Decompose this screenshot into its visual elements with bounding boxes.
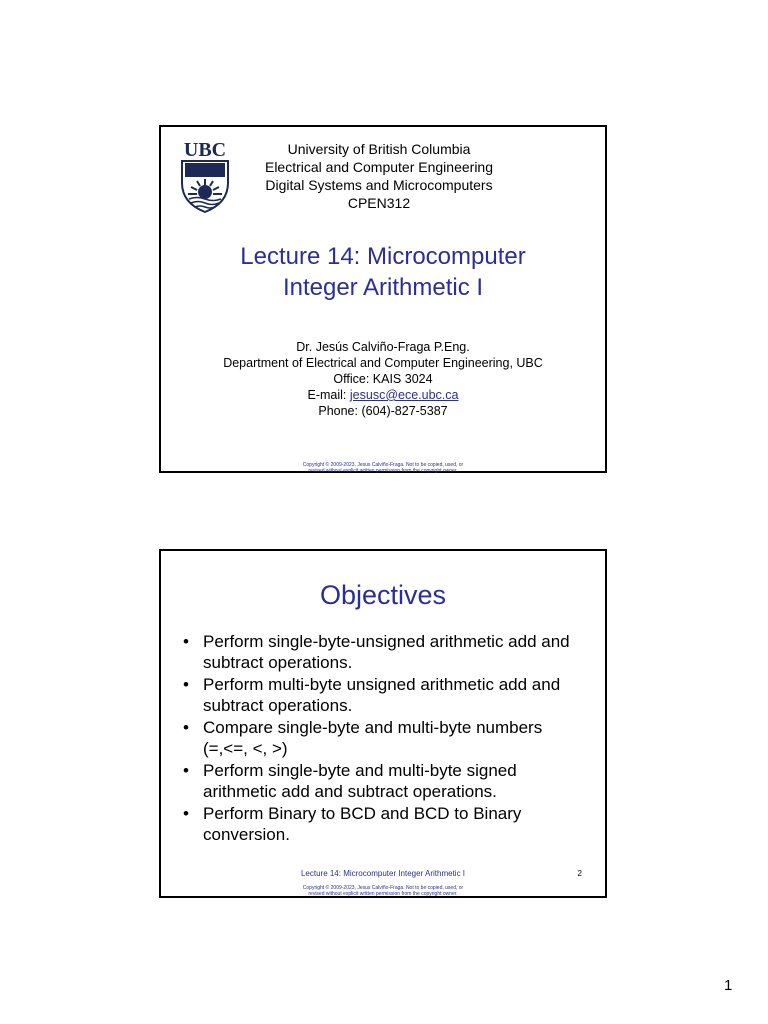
lecture-title-line1: Lecture 14: Microcomputer: [240, 243, 526, 270]
bullet-icon: •: [183, 718, 189, 737]
page-number: 1: [724, 977, 733, 994]
list-item-line1: Perform multi-byte unsigned arithmetic add and: [203, 675, 561, 694]
list-item: [183, 804, 603, 845]
lecture-title-line2: Integer Arithmetic I: [282, 274, 484, 301]
logo-text: UBC: [183, 139, 227, 161]
list-item-line2: subtract operations.: [203, 695, 353, 715]
slide-footer: Lecture 14: Microcomputer Integer Arithmetic I: [300, 869, 466, 878]
department-name: Electrical and Computer Engineering: [264, 159, 493, 175]
instructor-email: [161, 387, 605, 403]
bullet-icon: •: [183, 675, 189, 694]
instructor-name: Dr. Jesús Calviño-Fraga P.Eng.: [296, 340, 470, 354]
copyright-line1: Copyright © 2009-2023, Jesus Calviño-Fraga. Not to be copied, used, or: [302, 462, 464, 468]
email-label: E-mail:: [307, 388, 347, 402]
title-slide: [159, 125, 607, 473]
bullet-icon: •: [183, 804, 189, 823]
list-item: [183, 761, 603, 802]
list-item: [183, 718, 603, 759]
copyright-line2: revised without explicit written permission from the copyright owner.: [308, 890, 458, 897]
ubc-crest-icon: [179, 137, 231, 213]
objectives-slide: [159, 549, 607, 898]
list-item-line1: Perform Binary to BCD and BCD to Binary: [203, 804, 522, 823]
list-item-line1: Perform single-byte and multi-byte signed: [203, 761, 517, 780]
list-item-line2: conversion.: [203, 824, 290, 844]
slide-number: 2: [577, 869, 582, 878]
list-item: [183, 675, 603, 716]
course-name: Digital Systems and Microcomputers: [265, 177, 493, 193]
instructor-office: Office: KAIS 3024: [333, 372, 433, 386]
instructor-info: [161, 339, 605, 419]
copyright-notice: [161, 463, 605, 474]
list-item-line2: arithmetic add and subtract operations.: [203, 781, 497, 801]
list-item-line1: Compare single-byte and multi-byte numbers: [203, 718, 543, 737]
objectives-list: [183, 632, 603, 847]
list-item: [183, 632, 603, 673]
university-name: University of British Columbia: [287, 141, 471, 157]
instructor-phone: Phone: (604)-827-5387: [318, 404, 448, 418]
bullet-icon: •: [183, 632, 189, 651]
email-link[interactable]: jesusc@ece.ubc.ca: [349, 388, 459, 402]
lecture-title: [161, 241, 605, 303]
instructor-department: Department of Electrical and Computer Engineering, UBC: [223, 356, 543, 370]
list-item-line2: (=,<=, <, >): [203, 738, 288, 758]
bullet-icon: •: [183, 761, 189, 780]
course-code: CPEN312: [347, 195, 411, 211]
list-item-line2: subtract operations.: [203, 652, 353, 672]
list-item-line1: Perform single-byte-unsigned arithmetic add and: [203, 632, 570, 651]
copyright-notice: [161, 886, 605, 897]
course-header: [229, 140, 529, 212]
copyright-line1: Copyright © 2009-2023, Jesus Calviño-Fraga. Not to be copied, used, or: [302, 885, 464, 891]
copyright-line2: revised without explicit written permission from the copyright owner.: [308, 467, 458, 474]
objectives-title: Objectives: [319, 580, 447, 610]
